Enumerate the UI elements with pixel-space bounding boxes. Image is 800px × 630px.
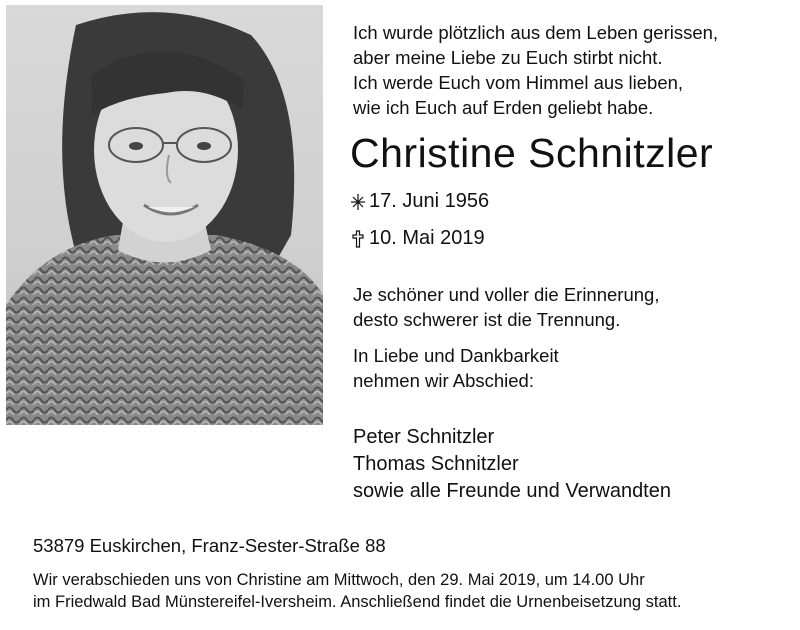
poem-line: Ich werde Euch vom Himmel aus lieben,: [353, 72, 684, 93]
death-date: 10. Mai 2019: [369, 227, 485, 249]
portrait-illustration: [6, 5, 323, 425]
quote-line: Je schöner und voller die Erinnerung,: [353, 284, 660, 305]
address: 53879 Euskirchen, Franz-Sester-Straße 88: [33, 535, 386, 556]
portrait-photo: [6, 5, 323, 425]
farewell: [353, 343, 559, 393]
family-member: sowie alle Freunde und Verwandten: [353, 480, 671, 502]
death-date-row: [350, 227, 485, 250]
family-member: Peter Schnitzler: [353, 426, 495, 448]
star-icon: [350, 193, 366, 211]
poem-line: aber meine Liebe zu Euch stirbt nicht.: [353, 47, 663, 68]
poem: [353, 20, 783, 120]
farewell-line: nehmen wir Abschied:: [353, 370, 534, 391]
funeral-notice: [33, 569, 681, 613]
birth-date-row: [350, 190, 489, 213]
family-member: Thomas Schnitzler: [353, 453, 519, 475]
quote: [353, 282, 659, 332]
poem-line: wie ich Euch auf Erden geliebt habe.: [353, 97, 654, 118]
farewell-line: In Liebe und Dankbarkeit: [353, 345, 559, 366]
quote-line: desto schwerer ist die Trennung.: [353, 309, 621, 330]
poem-line: Ich wurde plötzlich aus dem Leben gerissen,: [353, 22, 719, 43]
cross-icon: [350, 230, 366, 248]
family-list: [353, 424, 671, 505]
birth-date: 17. Juni 1956: [369, 190, 490, 212]
notice-line: Wir verabschieden uns von Christine am Mittwoch, den 29. Mai 2019, um 14.00 Uhr: [33, 571, 645, 589]
notice-line: im Friedwald Bad Münstereifel-Iversheim. Anschließend findet die Urnenbeisetzung statt.: [33, 593, 682, 611]
deceased-name: Christine Schnitzler: [350, 130, 714, 176]
